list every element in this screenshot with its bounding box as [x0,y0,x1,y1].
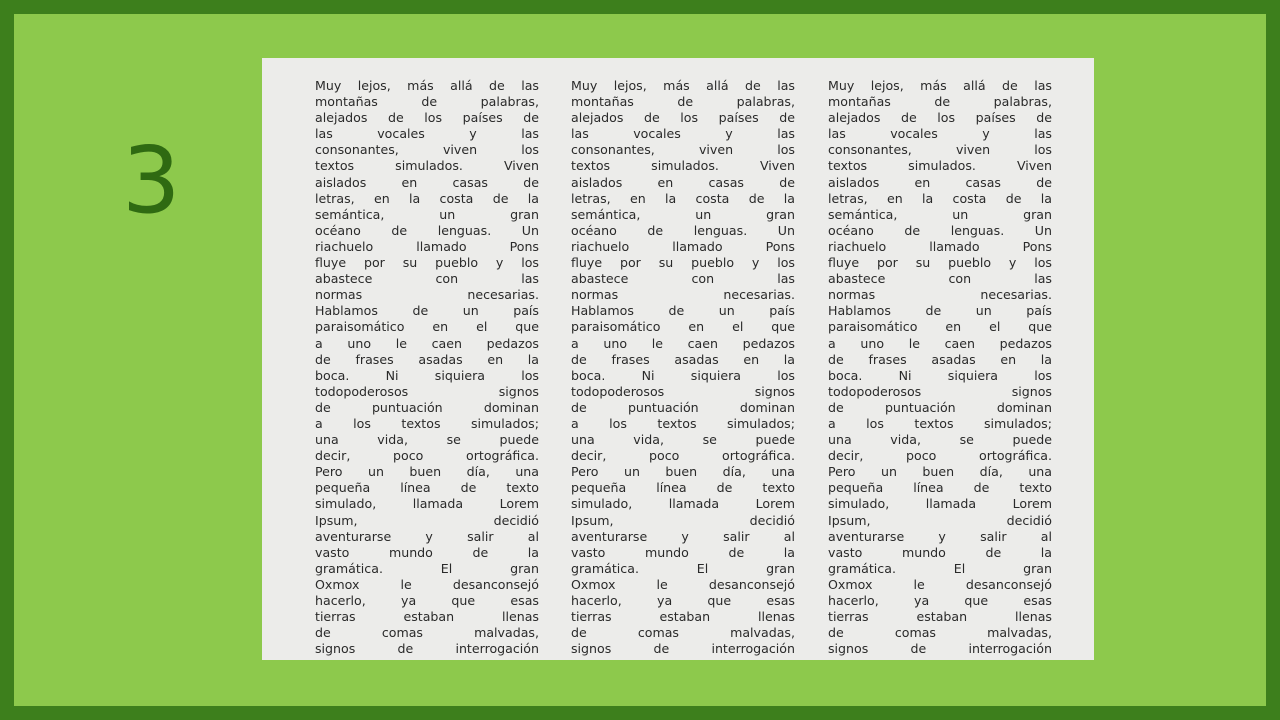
text-line: las vocales y las [828,126,1052,142]
text-line: Pero un buen día, una [828,464,1052,480]
text-line: simulado, llamada Lorem [571,496,795,512]
text-line: Ipsum, decidió [828,512,1052,528]
text-page [262,58,1094,660]
text-line: abastece con las [828,271,1052,287]
text-line: semántica, un gran [828,206,1052,222]
text-line: textos simulados. Viven [571,158,795,174]
text-line: de comas malvadas, [571,625,795,641]
text-line: a los textos simulados; [315,415,539,431]
text-line: aventurarse y salir al [828,528,1052,544]
text-line: de frases asadas en la [571,351,795,367]
text-line: decir, poco ortográfica. [828,448,1052,464]
text-line: fluye por su pueblo y los [315,255,539,271]
text-line: Oxmox le desanconsejó [315,576,539,592]
text-column-3 [828,78,1052,657]
text-line: signos de interrogación [571,641,795,657]
text-line: Muy lejos, más allá de las [571,78,795,93]
text-line: letras, en la costa de la [315,190,539,206]
text-line: vasto mundo de la [571,544,795,560]
text-line: alejados de los países de [828,110,1052,126]
text-line: una vida, se puede [571,432,795,448]
text-line: alejados de los países de [315,110,539,126]
text-line: riachuelo llamado Pons [315,238,539,254]
text-line: aislados en casas de [828,174,1052,190]
text-line: a uno le caen pedazos [828,335,1052,351]
text-line: gramática. El gran [315,560,539,576]
text-line: textos simulados. Viven [828,158,1052,174]
text-line: fluye por su pueblo y los [828,255,1052,271]
text-line: aislados en casas de [315,174,539,190]
text-line: océano de lenguas. Un [828,222,1052,238]
text-line: océano de lenguas. Un [315,222,539,238]
text-line: a uno le caen pedazos [315,335,539,351]
text-line: gramática. El gran [571,560,795,576]
text-line: pequeña línea de texto [315,480,539,496]
text-line: textos simulados. Viven [315,158,539,174]
text-line: de comas malvadas, [828,625,1052,641]
text-line: de puntuación dominan [315,399,539,415]
text-line: letras, en la costa de la [828,190,1052,206]
text-line: signos de interrogación [315,641,539,657]
text-line: vasto mundo de la [315,544,539,560]
text-line: montañas de palabras, [571,94,795,110]
text-line: de frases asadas en la [315,351,539,367]
text-line: boca. Ni siquiera los [571,367,795,383]
text-column-2 [571,78,795,657]
text-line: semántica, un gran [571,206,795,222]
text-line: aventurarse y salir al [571,528,795,544]
text-line: Oxmox le desanconsejó [571,576,795,592]
text-line: Hablamos de un país [571,303,795,319]
text-line: una vida, se puede [828,432,1052,448]
text-line: signos de interrogación [828,641,1052,657]
text-line: una vida, se puede [315,432,539,448]
text-column-1 [315,78,539,657]
text-line: de comas malvadas, [315,625,539,641]
text-line: paraisomático en el que [828,319,1052,335]
text-line: paraisomático en el que [315,319,539,335]
text-line: decir, poco ortográfica. [571,448,795,464]
text-line: pequeña línea de texto [828,480,1052,496]
text-line: simulado, llamada Lorem [315,496,539,512]
text-line: tierras estaban llenas [571,609,795,625]
text-line: aventurarse y salir al [315,528,539,544]
text-line: consonantes, viven los [828,142,1052,158]
text-line: hacerlo, ya que esas [828,593,1052,608]
text-line: de frases asadas en la [828,351,1052,367]
text-line: todopoderosos signos [571,383,795,399]
text-line: Muy lejos, más allá de las [828,78,1052,93]
text-line: vasto mundo de la [828,544,1052,560]
text-line: a los textos simulados; [828,415,1052,431]
text-line: Oxmox le desanconsejó [828,576,1052,592]
text-line: consonantes, viven los [571,142,795,158]
text-line: paraisomático en el que [571,319,795,335]
text-line: semántica, un gran [315,206,539,222]
text-line: normas necesarias. [828,287,1052,303]
text-line: montañas de palabras, [828,94,1052,110]
text-line: tierras estaban llenas [315,609,539,625]
text-line: letras, en la costa de la [571,190,795,206]
text-line: Hablamos de un país [828,303,1052,319]
text-line: aislados en casas de [571,174,795,190]
text-line: abastece con las [315,271,539,287]
text-line: las vocales y las [571,126,795,142]
text-line: a uno le caen pedazos [571,335,795,351]
text-line: de puntuación dominan [571,399,795,415]
text-line: hacerlo, ya que esas [571,593,795,608]
text-line: fluye por su pueblo y los [571,255,795,271]
text-line: Ipsum, decidió [315,512,539,528]
text-line: montañas de palabras, [315,94,539,110]
text-line: océano de lenguas. Un [571,222,795,238]
text-line: hacerlo, ya que esas [315,593,539,608]
text-line: riachuelo llamado Pons [571,238,795,254]
text-line: alejados de los países de [571,110,795,126]
text-line: Ipsum, decidió [571,512,795,528]
text-line: consonantes, viven los [315,142,539,158]
text-line: boca. Ni siquiera los [828,367,1052,383]
text-line: boca. Ni siquiera los [315,367,539,383]
text-line: normas necesarias. [315,287,539,303]
text-line: pequeña línea de texto [571,480,795,496]
text-line: Muy lejos, más allá de las [315,78,539,93]
text-line: simulado, llamada Lorem [828,496,1052,512]
text-line: Hablamos de un país [315,303,539,319]
text-line: decir, poco ortográfica. [315,448,539,464]
text-line: todopoderosos signos [828,383,1052,399]
text-line: gramática. El gran [828,560,1052,576]
text-line: riachuelo llamado Pons [828,238,1052,254]
text-line: Pero un buen día, una [571,464,795,480]
text-line: abastece con las [571,271,795,287]
text-line: las vocales y las [315,126,539,142]
slide-number: 3 [122,127,181,234]
text-line: de puntuación dominan [828,399,1052,415]
text-line: todopoderosos signos [315,383,539,399]
text-line: Pero un buen día, una [315,464,539,480]
text-line: normas necesarias. [571,287,795,303]
text-line: tierras estaban llenas [828,609,1052,625]
text-line: a los textos simulados; [571,415,795,431]
